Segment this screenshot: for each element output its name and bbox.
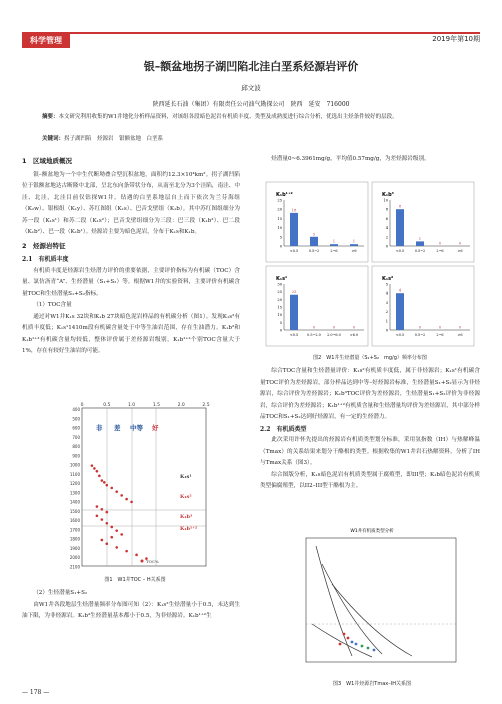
- formation-ks1: K₁s¹: [180, 474, 192, 480]
- fig1-data-point: [101, 539, 104, 542]
- fig1-data-point: [115, 546, 118, 549]
- fig2-x-label: >6: [351, 249, 357, 253]
- fig2-y-tick: 2: [385, 235, 388, 240]
- figure-2: [262, 178, 478, 362]
- fig2-y-tick: 25: [277, 198, 282, 203]
- page-header: [0, 0, 502, 44]
- figure-1-caption: 图1 W1井TOC – H关系图: [104, 577, 166, 583]
- fig1-data-point: [96, 505, 99, 508]
- fig1-y-tick: 1600: [69, 518, 80, 523]
- fig2-x-label: 2.0~6.0: [327, 333, 341, 337]
- fig2-x-label: 2~6: [436, 333, 444, 337]
- author: 邱文波: [241, 84, 261, 92]
- type-summary-text: 综合图版分析，K₁s暗色泥岩有机质类型属于腐殖型，即III型；K₁b暗色泥岩有机质类型偏腐殖型，以II2–III型干酪根为主。: [260, 471, 480, 489]
- fig1-y-tick: 1000: [69, 462, 80, 468]
- s12-text: 由W1井各段地层生烃潜量频率分布图可知（2）：K₁s²生烃潜量小于0.5，未达到生油下限，为非烃源岩。K₁b³生烃潜量基本都小于0.5，为非烃源岩。K₁b¹⁺²生: [22, 601, 240, 619]
- fig1-y-tick: 2000: [69, 555, 80, 560]
- fig2-bar: [416, 241, 424, 246]
- fig2-panel: [372, 266, 474, 346]
- section-2-2-heading: 2.2 有机质类型: [260, 425, 307, 433]
- fig1-y-tick: 700: [72, 434, 80, 440]
- fig1-y-tick: 1900: [69, 545, 80, 551]
- fig1-data-point: [103, 481, 106, 484]
- fig2-bar: [396, 293, 404, 330]
- fig2-x-label: 0.5~2: [414, 333, 426, 337]
- journal-section-tag: 科学管理: [22, 33, 70, 48]
- right-column-middle: [260, 366, 480, 493]
- fig1-data-point: [135, 554, 138, 557]
- fig2-bar-value: 0: [458, 240, 462, 246]
- section-1-heading: 1 区域地质概况: [22, 157, 73, 165]
- fig2-y-tick: 8: [385, 207, 388, 212]
- fig1-data-point: [101, 508, 104, 511]
- figure-3-plot: [282, 524, 462, 676]
- fig2-x-label: <0.5: [289, 333, 299, 337]
- fig1-data-point: [96, 515, 99, 518]
- right-column: [260, 154, 480, 166]
- fig2-x-label: <0.5: [395, 333, 405, 337]
- fig2-bar-value: 0: [458, 324, 462, 330]
- fig2-y-tick: 20: [277, 297, 282, 302]
- fig2-y-tick: 1: [385, 319, 388, 324]
- section-1-text: 银–额盆地为一个中生代断坳叠合型沉积盆地，面积约12.3×10⁴km²。拐子湖凹陷位于银额盆地达古断隆中北部，呈北东向条带状分布，从南至北分为3个洼陷，南洼、中洼、北洼，北洼目前仅钻探W1井。钻遇的白垩系地层自上而下依次为兰芬海组（K₂w）、银根组（K₁y）、苏红图组（K₁s）、巴音戈壁组（K₁b）。其中苏红图组细分为苏一段（K₁s¹）和苏二段（K₁s²）；巴音戈壁组细分为三段：巴三段（K₁b³）、巴二段（K₁b²）、巴一段（K₁b¹）。烃源岩主要为暗色泥岩，分布于K₁s和K₁b。: [22, 171, 240, 235]
- fig1-data-point: [106, 542, 109, 545]
- fig1-y-tick: 1800: [69, 536, 80, 542]
- fig2-y-tick: 6: [385, 216, 388, 221]
- section-2-1-heading: 2.1 有机质丰度: [22, 256, 69, 263]
- legend-marker: [141, 560, 144, 563]
- fig2-panel-label: K₁s²: [382, 276, 394, 282]
- fig2-y-tick: 15: [277, 305, 282, 310]
- fig2-x-label: 2~6: [330, 249, 338, 253]
- fig2-y-tick: 5: [279, 235, 282, 240]
- fig2-panel: [266, 266, 368, 346]
- fig1-data-point: [106, 522, 109, 525]
- fig1-x-tick: 1.0: [128, 403, 136, 408]
- fig2-x-label: <0.5: [395, 249, 405, 253]
- fig2-panel: [266, 182, 368, 262]
- fig1-data-point: [125, 498, 128, 501]
- fig1-data-point: [106, 484, 109, 487]
- fig2-y-tick: 10: [383, 198, 388, 203]
- fig1-y-tick: 500: [72, 416, 80, 422]
- fig2-bar-value: 0: [438, 324, 442, 330]
- right-top-text: 烃潜量0~6.3961mg/g，平均值0.57mg/g，为差烃源岩级别。: [271, 156, 430, 162]
- legend-good: 好: [152, 424, 159, 432]
- fig1-data-point: [120, 494, 123, 497]
- fig2-y-tick: 20: [277, 207, 282, 212]
- fig1-x-tick: 0: [80, 403, 84, 408]
- header-rule: [22, 32, 480, 34]
- fig1-y-tick: 400: [72, 407, 80, 412]
- section-2-2-text: 此次采用许怀先提出的烃源岩有机质类型划分标准，采用氢指数（IH）与热解峰温（Tmax）的关系结果来划分干酪根的类型。根据收集的W1井岩石热解资料，分析了IH与Tmax关系（图3）。: [260, 437, 480, 466]
- figure-3-caption: 图3 W1井烃源岩Tmax–IH关系图: [333, 681, 411, 687]
- legend-poor: 差: [114, 424, 121, 432]
- fig2-y-tick: 30: [277, 282, 282, 287]
- fig2-y-tick: 4: [385, 226, 388, 231]
- fig2-bar: [310, 237, 318, 246]
- figure-3-title: W1井有机质类型分析: [350, 529, 394, 534]
- fig1-y-tick: 900: [72, 453, 80, 459]
- abstract-label: 摘要：: [42, 114, 59, 120]
- fig2-bar-value: 4: [398, 287, 402, 293]
- fig1-data-point: [110, 526, 113, 529]
- fig2-y-tick: 0: [279, 244, 282, 249]
- fig1-data-point: [96, 470, 99, 473]
- fig1-data-point: [120, 533, 123, 536]
- issue-label: 2019年第10期: [432, 35, 480, 43]
- formation-kb12: K₁b¹⁺²: [180, 526, 198, 532]
- legend-bad: 非: [96, 424, 103, 432]
- section-2-heading: 2 烃源岩特征: [22, 241, 66, 250]
- fig2-bar: [330, 244, 338, 246]
- fig1-data-point: [91, 464, 94, 467]
- fig2-bar-value: 0: [352, 324, 356, 330]
- legend-mid: 中等: [130, 424, 143, 432]
- fig2-bar-value: 1: [352, 238, 356, 244]
- fig2-y-tick: 0: [385, 244, 388, 249]
- fig2-y-tick: 0: [385, 328, 388, 333]
- fig2-y-tick: 3: [385, 300, 388, 305]
- fig2-y-tick: 10: [277, 226, 282, 231]
- fig1-data-point: [101, 479, 104, 482]
- keywords-text: 拐子湖凹陷 烃源岩 银额盆地 白垩系: [64, 136, 164, 142]
- keywords: [42, 134, 163, 142]
- s12-subheading: （2）生烃潜量S₁+S₂: [33, 590, 88, 596]
- fig1-x-tick: 0.5: [103, 403, 111, 408]
- fig1-data-point: [115, 490, 118, 493]
- formation-ks2: K₁s²: [180, 494, 192, 500]
- fig1-y-tick: 2100: [69, 564, 80, 570]
- left-column: [22, 154, 240, 358]
- fig2-y-tick: 5: [279, 320, 282, 325]
- fig1-data-point: [101, 518, 104, 521]
- fig1-x-tick: 2.0: [177, 403, 185, 408]
- fig2-bar-value: 0: [332, 324, 336, 330]
- fig2-bar: [396, 209, 404, 246]
- fig1-data-point: [115, 529, 118, 532]
- fig1-y-tick: 1200: [69, 481, 80, 486]
- figure-3: [282, 524, 462, 688]
- fig2-panel: [372, 182, 474, 262]
- fig2-bar-value: 0: [418, 324, 422, 330]
- fig2-x-label: <0.5: [289, 249, 299, 253]
- fig1-y-tick: 600: [72, 425, 80, 431]
- fig2-x-label: >6: [457, 249, 463, 253]
- fig1-data-point: [125, 550, 128, 553]
- section-2-1-text: 有机质丰度是烃源岩生烃潜力评价的重要依据，主要评价指标为有机碳（TOC）含量、氯仿沥青“A”、生烃潜量（S₁+S₂）等。根据W1井的实验资料，主要评价有机碳含量TOC和生烃潜量S₁+S₂指标。: [22, 267, 240, 297]
- fig2-bar-value: 5: [312, 231, 316, 237]
- figure-1: [60, 400, 210, 583]
- fig2-x-label: >6.0: [349, 333, 359, 337]
- fig1-x-tick: 1.5: [152, 403, 160, 408]
- fig1-data-point: [106, 511, 109, 514]
- fig1-data-point: [110, 487, 113, 490]
- formation-kb3: K₁b³: [180, 514, 193, 520]
- fig2-bar-value: 0: [438, 240, 442, 246]
- fig2-y-tick: 25: [277, 290, 282, 295]
- keywords-label: 关键词：: [42, 136, 65, 142]
- fig2-bar: [290, 295, 298, 330]
- fig1-data-point: [98, 475, 101, 478]
- fig1-data-point: [110, 536, 113, 539]
- fig1-data-point: [130, 501, 133, 504]
- fig2-panel-label: K₁s¹: [276, 276, 288, 282]
- fig2-x-label: 0.5~2.0: [307, 333, 321, 337]
- fig2-bar-value: 1: [332, 238, 336, 244]
- fig2-x-label: 0.5~2: [308, 249, 320, 253]
- fig1-y-tick: 1700: [69, 527, 80, 533]
- fig2-y-tick: 4: [385, 291, 388, 296]
- toc-subheading: （1）TOC含量: [33, 302, 72, 308]
- paper-title: 银–额盆地拐子湖凹陷北洼白垩系烃源岩评价: [143, 60, 359, 73]
- fig2-x-label: 0.5~2: [414, 249, 426, 253]
- fig1-y-tick: 800: [72, 444, 80, 449]
- abstract: [42, 112, 462, 122]
- fig2-y-tick: 10: [277, 313, 282, 318]
- fig2-x-label: >6: [457, 333, 463, 337]
- fig2-bar: [290, 213, 298, 246]
- legend-bottom-text: TOC%: [146, 559, 159, 564]
- fig2-y-tick: 2: [385, 310, 388, 315]
- fig2-y-tick: 5: [385, 282, 388, 287]
- fig2-bar-value: 1: [418, 235, 422, 241]
- page-number: — 178 —: [22, 689, 50, 696]
- fig2-bar-value: 8: [398, 203, 402, 209]
- fig2-x-label: 2~6: [436, 249, 444, 253]
- fig2-bar-value: 18: [291, 207, 297, 213]
- fig1-y-tick: 1100: [69, 471, 80, 477]
- fig1-data-point: [93, 467, 96, 470]
- fig2-bar-value: 23: [291, 289, 297, 295]
- fig2-panel-label: K₁b¹⁺²: [276, 192, 293, 198]
- fig1-y-tick: 1300: [69, 490, 80, 496]
- fig2-bar-value: 0: [312, 324, 316, 330]
- fig1-y-tick: 1500: [69, 508, 80, 514]
- left-column-bottom: [22, 588, 240, 623]
- fig2-y-tick: 0: [279, 328, 282, 333]
- toc-text: 通过对W1井K₁s 32块和K₁b 27块暗色泥岩样品的有机碳分析（图1）。发现K₁s²有机质丰度低；K₁s¹1410m段有机碳含量处于中等生油岩范围，存在生油潜力。K₁b³和K₁b¹⁺²有机碳含量均较低，整体评价属于差烃源岩级别，K₁b¹⁺²个别TOC含量大于1%，存在有较好生油岩的可能。: [22, 313, 240, 354]
- figure-2-caption: 图2 W1井生烃潜量（S₁+S₂ mg/g）频率分布图: [313, 355, 427, 361]
- figure-2-plot: [262, 178, 478, 350]
- fig2-y-tick: 15: [277, 216, 282, 221]
- fig2-bar: [350, 244, 358, 246]
- affiliation: 陕西延长石油（集团）有限责任公司油气勘探公司 陕西 延安 716000: [152, 101, 350, 108]
- evaluation-text: 综合TOC含量和生烃潜量评价：K₁s²有机质丰度低，属于非烃源岩；K₁s¹有机碳含量TOC评价为差烃源岩，部分样品达到中等–好烃源岩标准，生烃潜量S₁+S₂显示为非烃源岩，综合评价为差烃源岩；K₁b³TOC评价为差烃源岩，生烃潜量S₁+S₂评价为非烃源岩，综合评价为差烃源岩；K₁b¹⁺²有机质含量和生烃潜量均评价为差烃源岩，其中部分样品TOC和S₁+S₂达到好烃源岩，有一定的生烃潜力。: [260, 368, 480, 420]
- fig2-panel-label: K₁b³: [382, 192, 394, 198]
- figure-1-plot: [60, 400, 210, 572]
- fig1-x-tick: 2.5: [202, 403, 210, 408]
- fig1-y-tick: 1400: [69, 499, 80, 505]
- abstract-text: 本文研究利用收集的W1井地化分析样品资料，对该组各段暗色泥岩有机质丰度、类型及成熟度进行综合分析，优选出主烃条件较好的层段。: [58, 114, 398, 120]
